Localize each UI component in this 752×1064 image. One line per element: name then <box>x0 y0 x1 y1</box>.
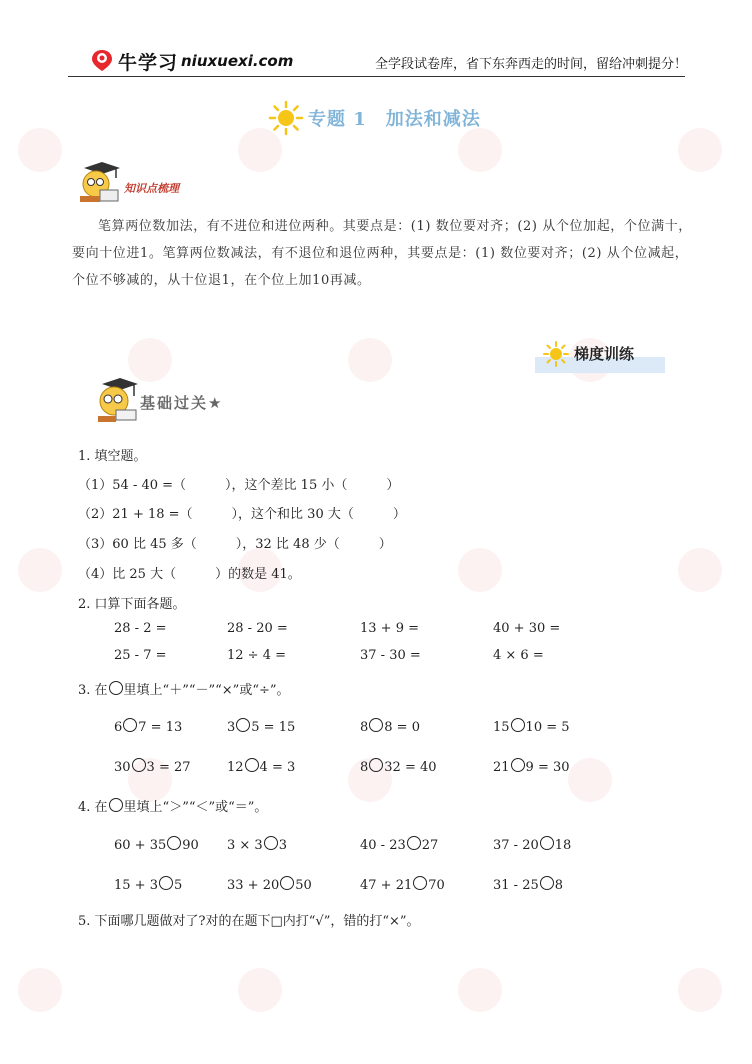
q3-expr: 8 32 = 40 <box>360 760 437 775</box>
header-divider <box>68 76 685 77</box>
knowledge-paragraph: 笔算两位数加法，有不进位和进位两种。其要点是：(1) 数位要对齐；(2) 从个位加起，个位满十，要向十位进1。笔算两位数减法，有不退位和退位两种，其要点是：(1) 数位要对齐；(2) 从个位减起，个位不够减的，从十位退1，在个位上加10再减。 <box>72 219 692 288</box>
q1-item-3: （3）60 比 45 多（ ），32 比 48 少（ ） <box>78 537 392 552</box>
q4-expr: 31 - 25 8 <box>493 878 564 893</box>
q2-expr: 37 - 30 = <box>360 648 421 663</box>
q3-expr: 6 7 = 13 <box>114 720 183 735</box>
q2-expr: 28 - 20 = <box>227 621 288 636</box>
gradient-training-label: 梯度训练 <box>574 345 635 363</box>
q2-expr: 40 + 30 = <box>493 621 561 636</box>
circle-blank-input[interactable] <box>511 758 525 772</box>
q3-expr: 12 4 = 3 <box>227 760 296 775</box>
sun-icon <box>268 100 304 136</box>
circle-blank-input[interactable] <box>369 758 383 772</box>
q3-expr: 21 9 = 30 <box>493 760 570 775</box>
q3-expr: 8 8 = 0 <box>360 720 420 735</box>
circle-blank-input[interactable] <box>369 718 383 732</box>
q3-expr: 30 3 = 27 <box>114 760 191 775</box>
circle-blank-input[interactable] <box>236 718 250 732</box>
brand-url: niuxuexi.com <box>181 52 294 70</box>
q2-title: 2. 口算下面各题。 <box>78 597 186 612</box>
q3-expr: 3 5 = 15 <box>227 720 296 735</box>
q2-expr: 12 ÷ 4 = <box>227 648 286 663</box>
q4-expr: 33 + 20 50 <box>227 878 312 893</box>
q1-item-4: （4）比 25 大（ ）的数是 41。 <box>78 567 301 582</box>
q1-title: 1. 填空题。 <box>78 449 147 464</box>
small-sun-icon <box>542 340 570 368</box>
circle-blank-icon <box>109 681 123 695</box>
circle-blank-input[interactable] <box>167 836 181 850</box>
q4-expr: 60 + 35 90 <box>114 838 199 853</box>
q3-expr: 15 10 = 5 <box>493 720 570 735</box>
circle-blank-input[interactable] <box>540 836 554 850</box>
knowledge-label: 知识点梳理 <box>124 182 179 195</box>
mascot-reading-icon <box>92 374 142 424</box>
q4-expr: 15 + 3 5 <box>114 878 183 893</box>
q4-expr: 37 - 20 18 <box>493 838 572 853</box>
circle-blank-input[interactable] <box>159 876 173 890</box>
q3-title: 3. 在 里填上“＋”“－”“×”或“÷”。 <box>78 683 290 698</box>
circle-blank-icon <box>109 798 123 812</box>
circle-blank-input[interactable] <box>280 876 294 890</box>
q4-title: 4. 在 里填上“＞”“＜”或“＝”。 <box>78 800 268 815</box>
header-slogan: 全学段试卷库，省下东奔西走的时间，留给冲刺提分！ <box>375 57 688 72</box>
circle-blank-input[interactable] <box>123 718 137 732</box>
mascot-graduate-icon <box>76 158 122 204</box>
q1-item-2: （2）21 + 18 =（ ），这个和比 30 大（ ） <box>78 507 406 522</box>
page-title: 专题 1 加法和减法 <box>308 109 481 130</box>
brand-name: 牛学习 <box>118 52 179 74</box>
q4-expr: 40 - 23 27 <box>360 838 439 853</box>
q2-expr: 28 - 2 = <box>114 621 167 636</box>
circle-blank-input[interactable] <box>264 836 278 850</box>
q4-expr: 47 + 21 70 <box>360 878 445 893</box>
q4-expr: 3 × 3 3 <box>227 838 287 853</box>
q2-expr: 4 × 6 = <box>493 648 544 663</box>
circle-blank-input[interactable] <box>540 876 554 890</box>
q2-expr: 13 + 9 = <box>360 621 419 636</box>
circle-blank-input[interactable] <box>413 876 427 890</box>
brand-logo-icon <box>90 48 114 72</box>
circle-blank-input[interactable] <box>407 836 421 850</box>
q1-item-1: （1）54 - 40 =（ ），这个差比 15 小（ ） <box>78 478 400 493</box>
circle-blank-input[interactable] <box>511 718 525 732</box>
q2-expr: 25 - 7 = <box>114 648 167 663</box>
circle-blank-input[interactable] <box>132 758 146 772</box>
circle-blank-input[interactable] <box>245 758 259 772</box>
basic-level-label: 基础过关★ <box>140 394 224 412</box>
q5-title: 5. 下面哪几题做对了?对的在题下□内打“√”，错的打“×”。 <box>78 914 420 929</box>
